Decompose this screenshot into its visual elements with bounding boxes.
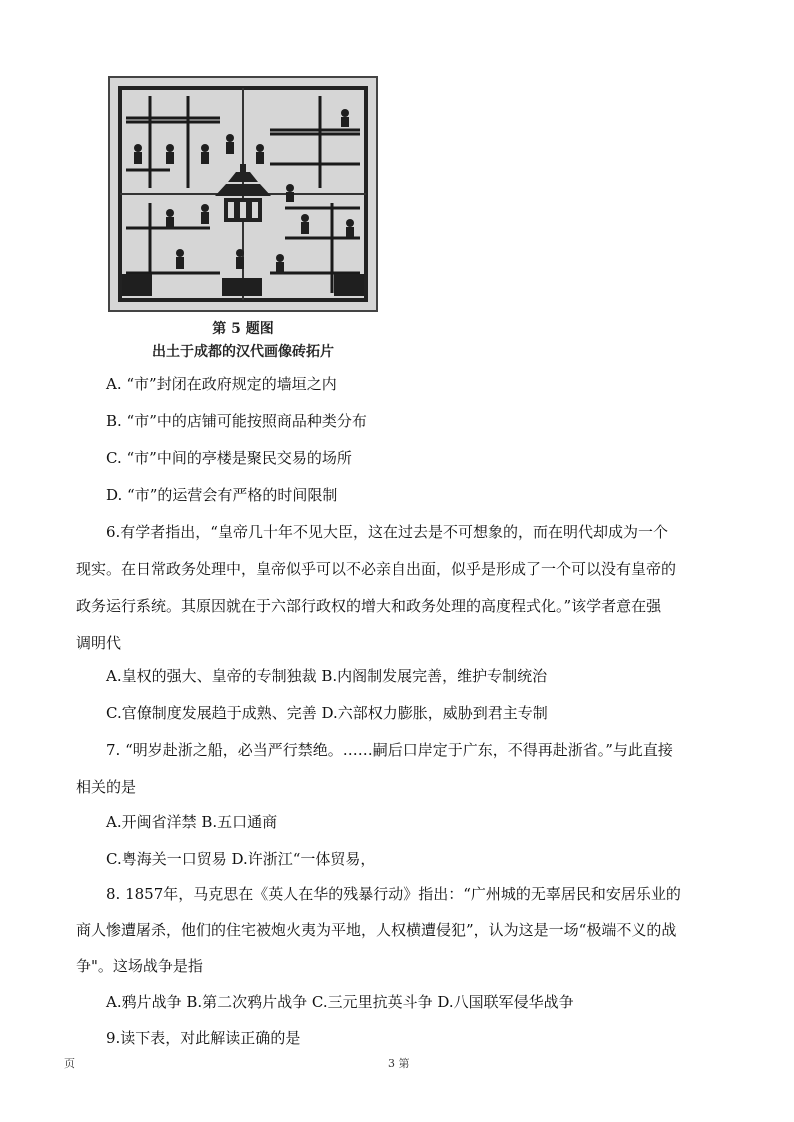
q6-option-line: A.皇权的强大、皇帝的专制独裁 B.内阁制发展完善，维护专制统治 [106,667,548,685]
q8-option-line: A.鸦片战争 B.第二次鸦片战争 C.三元里抗英斗争 D.八国联军侵华战争 [106,993,574,1011]
footer-left: 页 [64,1057,75,1070]
q5-option-c: C. “市”中间的亭楼是聚民交易的场所 [106,449,352,467]
q7-stem-line: 相关的是 [76,778,137,796]
q6-stem-line: 现实。在日常政务处理中，皇帝似乎可以不必亲自出面，似乎是形成了一个可以没有皇帝的 [76,560,677,578]
q5-option-a: A. “市”封闭在政府规定的墙垣之内 [106,375,337,393]
q8-stem-line: 8. 1857年，马克思在《英人在华的残暴行动》指出：“广州城的无辜居民和安居乐业的 [106,885,681,903]
figure-caption-title: 第 5 题图 [212,321,274,337]
q9-stem-line: 9.读下表，对此解读正确的是 [106,1029,301,1047]
figure-caption-text: 出土于成都的汉代画像砖拓片 [152,344,334,360]
market-rubbing-image [108,76,378,312]
q7-option-line: C.粤海关一口贸易 D.许浙江“一体贸易， [106,850,376,868]
q8-stem-line: 争"。这场战争是指 [76,957,203,975]
q6-stem-line: 调明代 [76,634,122,652]
page-number: 3 第 [388,1057,410,1070]
q5-option-d: D. “市”的运营会有严格的时间限制 [106,486,338,504]
q6-stem-line: 政务运行系统。其原因就在于六部行政权的增大和政务处理的高度程式化。”该学者意在强 [76,597,662,615]
q6-stem-line: 6.有学者指出，“皇帝几十年不见大臣，这在过去是不可想象的，而在明代却成为一个 [106,523,668,541]
q5-option-b: B. “市”中的店铺可能按照商品种类分布 [106,412,367,430]
q6-option-line: C.官僚制度发展趋于成熟、完善 D.六部权力膨胀，威胁到君主专制 [106,704,548,722]
q8-stem-line: 商人惨遭屠杀，他们的住宅被炮火夷为平地，人权横遭侵犯”，认为这是一场“极端不义的战 [76,921,677,939]
q7-option-line: A.开闽省洋禁 B.五口通商 [106,813,278,831]
q7-stem-line: 7. “明岁赴浙之船，必当严行禁绝。……嗣后口岸定于广东，不得再赴浙省。”与此直接 [106,741,673,759]
